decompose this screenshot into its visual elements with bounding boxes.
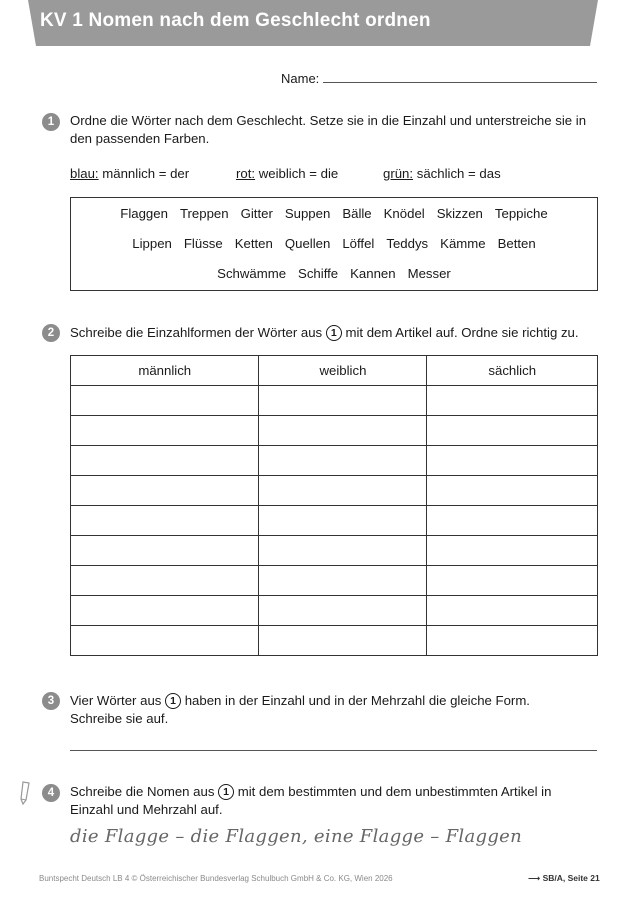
table-cell[interactable] [71,536,259,566]
word-item: Schiffe [298,266,339,281]
table-cell[interactable] [427,536,598,566]
table-cell[interactable] [259,446,427,476]
word-item: Kämme [440,236,486,251]
table-cell[interactable] [427,416,598,446]
table-cell[interactable] [71,386,259,416]
column-header-masculine: männlich [71,356,259,386]
footer-copyright: Buntspecht Deutsch LB 4 © Österreichischer Bundesverlag Schulbuch GmbH & Co. KG, Wien 2026 [39,874,393,883]
word-item: Bälle [342,206,372,221]
table-row [71,446,598,476]
table-row [71,416,598,446]
table-cell[interactable] [71,446,259,476]
legend-blue [70,166,189,181]
legend-green-label: grün: [383,166,414,181]
table-cell[interactable] [259,476,427,506]
table-row [71,566,598,596]
table-cell[interactable] [71,506,259,536]
word-item: Treppen [179,206,229,221]
table-cell[interactable] [427,596,598,626]
table-cell[interactable] [71,476,259,506]
pencil-icon [18,780,34,806]
task-ref-circle: 1 [218,784,234,800]
column-header-feminine: weiblich [259,356,427,386]
table-row [71,476,598,506]
word-row-3 [71,266,597,281]
word-item: Teppiche [494,206,548,221]
table-row [71,506,598,536]
word-item: Teddys [386,236,429,251]
task-3-line-2: Schreibe sie auf. [70,711,169,726]
table-cell[interactable] [259,626,427,656]
table-cell[interactable] [427,626,598,656]
task-2-number: 2 [42,324,60,342]
table-cell[interactable] [259,416,427,446]
task-2-text-b: mit dem Artikel auf. Ordne sie richtig zu. [341,325,579,340]
arrow-right-icon: ⟶ [528,873,543,883]
table-cell[interactable] [71,626,259,656]
task-1-line-1: Ordne die Wörter nach dem Geschlecht. Setze sie in die Einzahl und unterstreiche sie in [70,113,587,128]
legend-blue-label: blau: [70,166,99,181]
table-cell[interactable] [259,506,427,536]
task-1-number: 1 [42,113,60,131]
word-item: Flüsse [183,236,223,251]
table-cell[interactable] [259,566,427,596]
task-4-instruction [70,783,551,819]
legend-red-label: rot: [236,166,256,181]
footer-page-ref [528,873,600,884]
table-cell[interactable] [427,386,598,416]
task-4-line-1 [70,783,551,801]
gender-sort-table [70,355,598,656]
word-item: Schwämme [217,266,287,281]
task-4-number: 4 [42,784,60,802]
handwritten-example: die Flagge – die Flaggen, eine Flagge – Flaggen [70,826,522,847]
word-item: Flaggen [120,206,168,221]
table-header-row [71,356,598,386]
task-4-text-a: Schreibe die Nomen aus [70,784,219,799]
word-item: Gitter [240,206,273,221]
word-item: Messer [407,266,451,281]
task-3-text-b: haben in der Einzahl und in der Mehrzahl die gleiche Form. [181,693,530,708]
word-box [70,197,598,291]
task-2-instruction [70,324,579,342]
word-row-1 [71,206,597,221]
table-cell[interactable] [259,386,427,416]
table-cell[interactable] [71,566,259,596]
table-row [71,626,598,656]
table-row [71,386,598,416]
word-item: Löffel [342,236,375,251]
table-cell[interactable] [427,476,598,506]
task-3-line-1 [70,692,530,710]
task-ref-circle: 1 [165,693,181,709]
task-1-instruction [70,112,600,148]
table-cell[interactable] [427,566,598,596]
table-cell[interactable] [259,596,427,626]
task-1-line-2: den passenden Farben. [70,131,210,146]
task-ref-circle: 1 [326,325,342,341]
task-2-text-a: Schreibe die Einzahlformen der Wörter aus [70,325,326,340]
word-item: Kannen [350,266,396,281]
column-header-neuter: sächlich [427,356,598,386]
legend-green-text: sächlich = das [413,166,501,181]
footer-page-ref-text: SB/A, Seite 21 [542,873,600,883]
task-4-line-2: Einzahl und Mehrzahl auf. [70,802,223,817]
word-item: Betten [497,236,536,251]
name-label: Name: [281,71,320,86]
legend-green [383,166,501,181]
task-3-answer-line[interactable] [70,750,597,751]
table-cell[interactable] [427,506,598,536]
table-row [71,536,598,566]
task-3-number: 3 [42,692,60,710]
task-4-text-b: mit dem bestimmten und dem unbestimmten Artikel in [234,784,552,799]
legend-red-text: weiblich = die [255,166,339,181]
name-field[interactable] [281,69,597,89]
page-title: KV 1 Nomen nach dem Geschlecht ordnen [40,10,431,31]
word-item: Skizzen [436,206,483,221]
word-row-2 [71,236,597,251]
table-row [71,596,598,626]
table-cell[interactable] [427,446,598,476]
table-cell[interactable] [71,416,259,446]
task-3-instruction [70,692,530,728]
word-item: Knödel [383,206,425,221]
word-item: Suppen [284,206,331,221]
word-item: Ketten [234,236,273,251]
table-cell[interactable] [71,596,259,626]
page-header [28,0,598,46]
name-line[interactable] [323,82,597,83]
legend-red [236,166,338,181]
task-3-text-a: Vier Wörter aus [70,693,166,708]
word-item: Lippen [132,236,172,251]
legend-blue-text: männlich = der [98,166,190,181]
word-item: Quellen [284,236,331,251]
table-cell[interactable] [259,536,427,566]
